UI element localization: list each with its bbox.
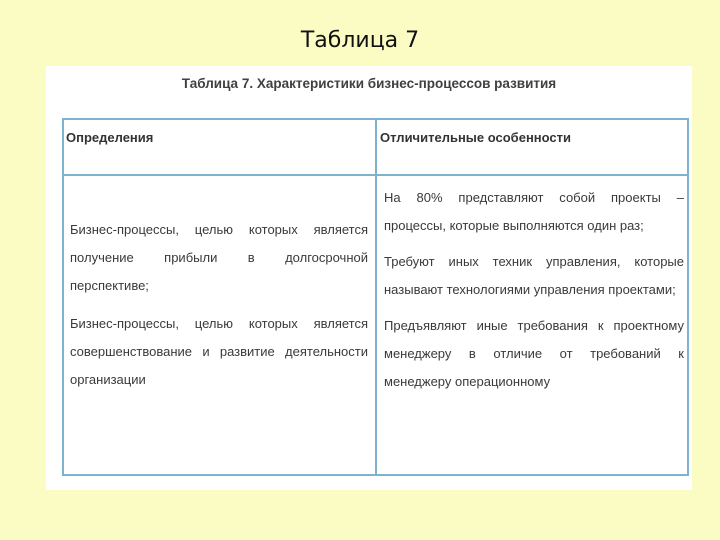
definition-item: Бизнес-процессы, целью которых является совершенствование и развитие деятельности организации [70, 316, 368, 387]
definitions-cell [70, 176, 368, 474]
feature-item: Требуют иных техник управления, которые называют технологиями управления проектами; [384, 254, 684, 297]
characteristics-table [62, 118, 689, 476]
features-cell [384, 176, 684, 474]
header-definitions: Определения [66, 130, 154, 145]
column-divider [375, 120, 377, 474]
feature-item: Предъявляют иные требования к проектному менеджеру в отличие от требований к менеджеру операционному [384, 318, 684, 389]
table-caption: Таблица 7. Характеристики бизнес-процессов развития [181, 76, 557, 91]
feature-item: На 80% представляют собой проекты – процессы, которые выполняются один раз; [384, 190, 684, 233]
header-features: Отличительные особенности [380, 130, 572, 145]
definition-item: Бизнес-процессы, целью которых является получение прибыли в долгосрочной перспективе; [70, 222, 368, 293]
table-image [46, 66, 692, 490]
slide-title: Таблица 7 [300, 28, 420, 53]
